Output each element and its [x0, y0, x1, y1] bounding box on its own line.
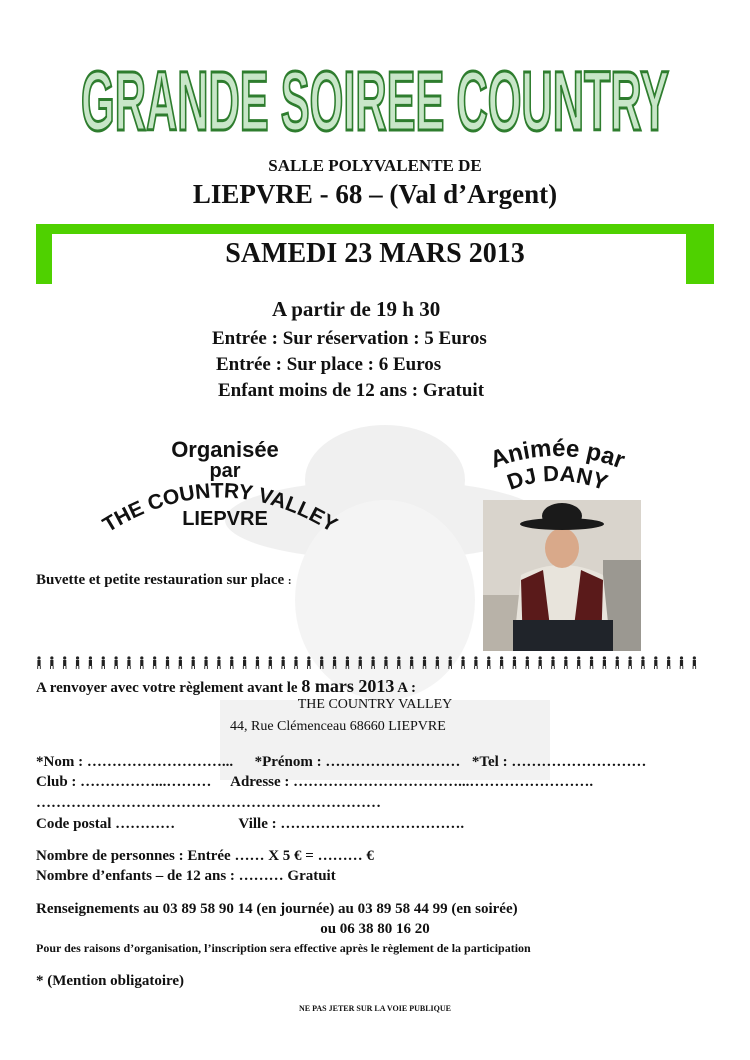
field-tel: *Tel : ……………………… [471, 754, 647, 770]
divider-figure-icon [256, 656, 259, 669]
divider-figure-icon [166, 656, 169, 669]
price-children: Enfant moins de 12 ans : Gratuit [218, 380, 485, 401]
divider-figure-icon [63, 656, 66, 669]
form-row-club [36, 774, 593, 791]
event-date: SAMEDI 23 MARS 2013 [225, 238, 525, 269]
divider-figure-icon [320, 656, 323, 669]
organizer-line-1: Organisée [171, 437, 279, 462]
price-onsite: Entrée : Sur place : 6 Euros [216, 354, 442, 375]
divider-figure-icon [372, 656, 375, 669]
divider-figure-icon [577, 656, 580, 669]
animator-line-2: DJ DANY [503, 460, 611, 496]
dj-photo [483, 500, 641, 651]
return-suffix: A : [397, 680, 417, 696]
field-adresse: Adresse : ……………………………...……………………. [230, 774, 594, 790]
divider-figure-icon [37, 656, 40, 669]
form-row-postal [36, 816, 464, 833]
field-persons: Nombre de personnes : Entrée …… X 5 € = ……… € [36, 848, 374, 864]
start-time: A partir de 19 h 30 [272, 297, 441, 321]
divider-figure-icon [641, 656, 644, 669]
form-row-name [36, 754, 646, 771]
animator-line-1: Animée par [486, 434, 629, 475]
divider-figure-icon [461, 656, 464, 669]
divider-figure-icon [693, 656, 696, 669]
field-prenom: *Prénom : ……………………… [254, 754, 461, 770]
field-nom: *Nom : ………………………... [36, 754, 234, 770]
divider-figure-icon [127, 656, 130, 669]
divider-figure-icon [474, 656, 477, 669]
divider-figure-icon [539, 656, 542, 669]
return-line [36, 676, 416, 697]
field-children: Nombre d’enfants – de 12 ans : ……… Gratuit [36, 868, 336, 884]
divider-figures [37, 656, 696, 669]
divider-figure-icon [487, 656, 490, 669]
return-prefix: A renvoyer avec votre règlement avant le [36, 680, 298, 696]
divider-figure-icon [76, 656, 79, 669]
divider-figure-icon [269, 656, 272, 669]
divider-figure-icon [89, 656, 92, 669]
divider-figure-icon [294, 656, 297, 669]
buvette-label: Buvette et petite restauration sur place [36, 572, 285, 588]
divider-figure-icon [449, 656, 452, 669]
divider-figure-icon [513, 656, 516, 669]
divider-figure-icon [230, 656, 233, 669]
event-title-text: GRANDE SOIREE COUNTRY [81, 54, 669, 148]
divider-figure-icon [423, 656, 426, 669]
divider-figure-icon [680, 656, 683, 669]
divider-figure-icon [384, 656, 387, 669]
divider-figure-icon [359, 656, 362, 669]
animator-block [455, 425, 655, 505]
mandatory-note: * (Mention obligatoire) [36, 973, 185, 989]
divider-figure-icon [282, 656, 285, 669]
divider-figure-icon [50, 656, 53, 669]
venue-line-2: LIEPVRE - 68 – (Val d’Argent) [192, 179, 558, 209]
divider-figure-icon [564, 656, 567, 669]
divider-figure-icon [217, 656, 220, 669]
organizer-line-2: par [209, 460, 241, 482]
divider-figure-icon [140, 656, 143, 669]
divider-figure-icon [410, 656, 413, 669]
event-title [0, 22, 750, 150]
divider-figure-icon [243, 656, 246, 669]
organizer-block [80, 425, 360, 555]
divider-figure-icon [436, 656, 439, 669]
organisation-note: Pour des raisons d’organisation, l’inscription sera effective après le règlement de la participation [36, 941, 531, 955]
address-name: THE COUNTRY VALLEY [297, 697, 453, 712]
organizer-line-4: LIEPVRE [182, 508, 268, 530]
divider-figure-icon [526, 656, 529, 669]
divider-figure-icon [654, 656, 657, 669]
divider-figure-icon [616, 656, 619, 669]
buvette-colon: : [287, 575, 292, 587]
address-street: 44, Rue Clémenceau 68660 LIEPVRE [230, 719, 446, 734]
divider-figure-icon [179, 656, 182, 669]
divider-figure-icon [115, 656, 118, 669]
divider-figure-icon [153, 656, 156, 669]
buvette-text [36, 572, 292, 589]
field-club: Club : ……………...……… [36, 774, 212, 790]
divider-figure-icon [629, 656, 632, 669]
venue-line-1: SALLE POLYVALENTE DE [268, 156, 482, 175]
divider-figure-icon [667, 656, 670, 669]
divider-figure-icon [307, 656, 310, 669]
price-reservation: Entrée : Sur réservation : 5 Euros [212, 328, 487, 349]
divider-figure-icon [551, 656, 554, 669]
organizer-line-3: THE COUNTRY VALLEY [98, 479, 342, 537]
field-address-continued: …………………………………………………………… [36, 795, 381, 811]
return-date: 8 mars 2013 [301, 676, 395, 696]
divider-figure-icon [192, 656, 195, 669]
divider-figure-icon [500, 656, 503, 669]
divider-figure-icon [333, 656, 336, 669]
field-code-postal: Code postal ………… [36, 816, 176, 832]
divider-figure-icon [204, 656, 207, 669]
divider-figure-icon [102, 656, 105, 669]
figure-divider [36, 656, 704, 670]
contact-phone-extra: ou 06 38 80 16 20 [320, 921, 430, 937]
contact-line: Renseignements au 03 89 58 90 14 (en journée) au 03 89 58 44 99 (en soirée) [36, 901, 518, 917]
field-ville: Ville : ………………………………. [238, 816, 465, 832]
divider-figure-icon [603, 656, 606, 669]
footer-notice: NE PAS JETER SUR LA VOIE PUBLIQUE [298, 1004, 452, 1013]
divider-figure-icon [590, 656, 593, 669]
divider-figure-icon [346, 656, 349, 669]
divider-figure-icon [397, 656, 400, 669]
